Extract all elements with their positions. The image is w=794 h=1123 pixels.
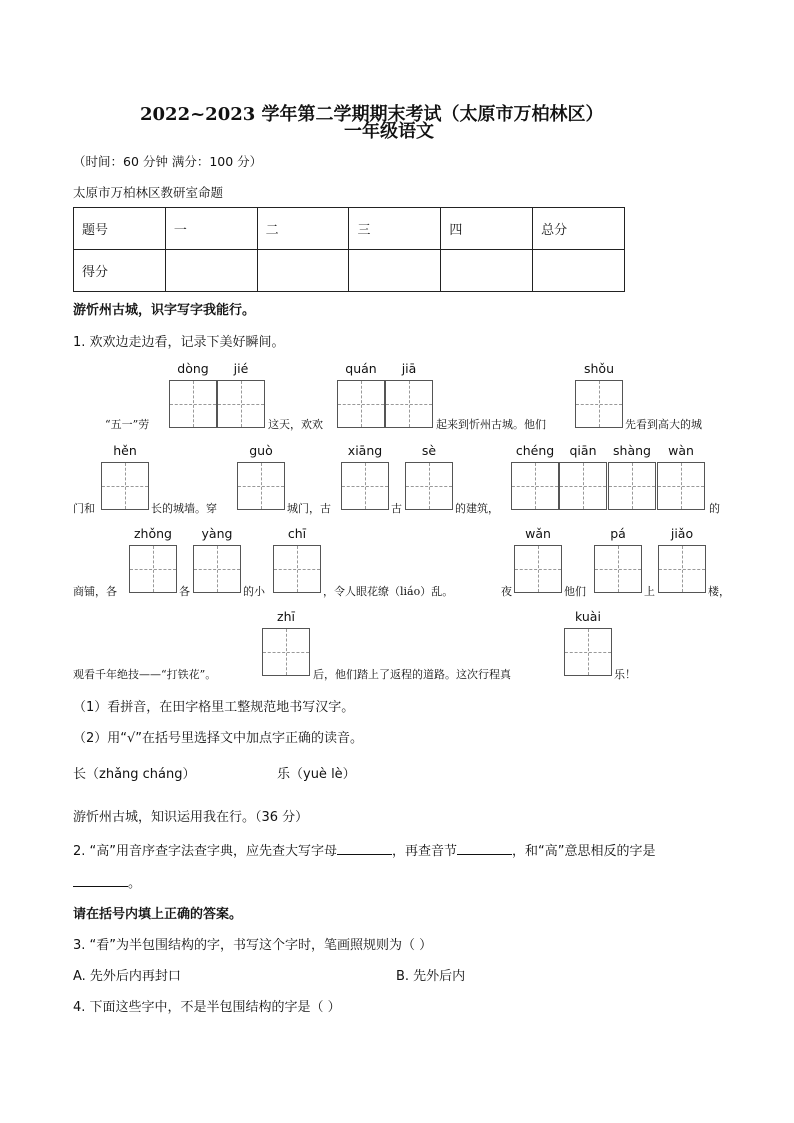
tian-grid-box[interactable] [594,545,642,593]
word-box-group [337,361,434,428]
pinyin-label: pá [610,526,626,541]
author-line: 太原市万柏林区教研室命题 [73,185,224,200]
option-b[interactable]: B. 先外后内 [396,969,466,984]
question-2-cont [73,872,141,891]
word-box-group [564,609,612,676]
score-input-cell[interactable] [441,250,533,292]
table-cell: 题号 [74,208,166,250]
story-text: 古 [391,502,402,515]
question-1-stem: 1. 欢欢边走边看，记录下美好瞬间。 [73,335,285,350]
score-input-cell[interactable] [533,250,625,292]
section1-heading: 游忻州古城，识字写字我能行。 [73,303,256,318]
reading-option-le[interactable]: 乐（yuè lè） [277,767,356,782]
story-text: 后，他们踏上了返程的道路。这次行程真 [313,668,511,681]
pinyin-label: qiān [569,443,597,458]
word-box-group [262,609,310,676]
tian-grid-box[interactable] [575,380,623,428]
word-box-group [169,361,266,428]
tian-grid-box[interactable] [193,545,241,593]
tian-grid-box[interactable] [559,462,607,510]
tian-grid-box[interactable] [101,462,149,510]
table-row [74,208,625,250]
pinyin-label: xiāng [347,443,383,458]
pinyin-label: shàng [613,443,651,458]
tian-grid-box[interactable] [341,462,389,510]
pinyin-label: kuài [575,609,601,624]
time-info: （时间：60 分钟 满分：100 分） [73,154,263,169]
q2-text: 。 [128,876,142,891]
pinyin-label: zhī [277,609,295,624]
question-4: 4. 下面这些字中，不是半包围结构的字是（ ） [73,1000,341,1015]
question-3: 3. “看”为半包围结构的字，书写这个字时，笔画照规则为（ ） [73,938,433,953]
story-text: 的建筑， [455,502,499,515]
table-cell: 三 [349,208,441,250]
story-text: ，令人眼花缭（liáo）乱。 [323,585,454,598]
tian-grid-box[interactable] [337,380,385,428]
table-cell: 一 [165,208,257,250]
tian-grid-box[interactable] [217,380,265,428]
story-text: 乐！ [614,668,636,681]
story-text: 这天，欢欢 [268,418,323,431]
q2-text: ，再查音节 [392,844,458,859]
reading-option-chang[interactable]: 长（zhǎng cháng） [73,767,196,782]
answer-blank-antonym[interactable] [73,874,128,887]
pinyin-label: sè [421,443,437,458]
tian-grid-box[interactable] [262,628,310,676]
exam-subject: 一年级语文 [344,121,434,142]
table-cell: 二 [257,208,349,250]
word-box-group [101,443,149,510]
option-a[interactable]: A. 先外后内再封口 [73,969,181,984]
pinyin-label: dòng [177,361,209,376]
tian-grid-box[interactable] [564,628,612,676]
story-text: 门和 [73,502,95,515]
table-cell: 总分 [533,208,625,250]
story-text: 的小 [243,585,265,598]
story-text: “五一”劳 [105,418,150,431]
pinyin-label: jiā [401,361,417,376]
tian-grid-box[interactable] [129,545,177,593]
pinyin-label: chī [287,526,307,541]
score-input-cell[interactable] [349,250,441,292]
story-text: 起来到忻州古城。他们 [436,418,546,431]
word-box-group [511,443,707,510]
word-box-group [273,526,321,593]
table-row [74,250,625,292]
word-box-group [594,526,642,593]
word-box-group [341,443,389,510]
q2-text: ，和“高”意思相反的字是 [512,844,656,859]
section3-heading: 请在括号内填上正确的答案。 [73,907,243,922]
word-box-group [405,443,453,510]
tian-grid-box[interactable] [608,462,656,510]
pinyin-label: hěn [113,443,137,458]
story-text: 上 [644,585,655,598]
question-2 [73,840,656,859]
pinyin-label: guò [249,443,273,458]
score-table [73,207,625,292]
tian-grid-box[interactable] [658,545,706,593]
story-text: 先看到高大的城 [625,418,702,431]
tian-grid-box[interactable] [385,380,433,428]
word-box-group [575,361,623,428]
score-input-cell[interactable] [165,250,257,292]
pinyin-label: yàng [201,526,233,541]
pinyin-label: zhǒng [134,526,172,541]
word-box-group [514,526,562,593]
tian-grid-box[interactable] [657,462,705,510]
word-box-group [658,526,706,593]
story-text: 商铺，各 [73,585,117,598]
tian-grid-box[interactable] [405,462,453,510]
pinyin-label: jié [233,361,249,376]
pinyin-label: shǒu [583,361,614,376]
story-text: 长的城墙。穿 [151,502,217,515]
instruction-2: （2）用“√”在括号里选择文中加点字正确的读音。 [73,731,364,746]
word-box-group [237,443,285,510]
pinyin-label: jiǎo [670,526,694,541]
tian-grid-box[interactable] [273,545,321,593]
answer-blank-syllable[interactable] [457,842,512,855]
story-text: 各 [179,585,190,598]
story-text: 的 [709,502,720,515]
q2-text: 2. “高”用音序查字法查字典，应先查大写字母 [73,844,338,859]
story-text: 观看千年绝技——“打铁花”。 [73,668,217,681]
tian-grid-box[interactable] [169,380,217,428]
story-text: 他们 [564,585,586,598]
story-text: 夜 [501,585,512,598]
score-input-cell[interactable] [257,250,349,292]
instruction-1: （1）看拼音，在田字格里工整规范地书写汉字。 [73,700,355,715]
table-cell: 四 [441,208,533,250]
pinyin-label: wàn [668,443,694,458]
exam-title: 2022~2023 学年第二学期期末考试（太原市万柏林区） [140,104,604,125]
tian-grid-box[interactable] [511,462,559,510]
pinyin-label: wǎn [525,526,551,541]
section2-heading: 游忻州古城，知识运用我在行。（36 分） [73,810,309,825]
tian-grid-box[interactable] [237,462,285,510]
word-box-group [129,526,177,593]
pinyin-label: quán [345,361,377,376]
story-text: 楼， [708,585,730,598]
table-cell: 得分 [74,250,166,292]
tian-grid-box[interactable] [514,545,562,593]
answer-blank-letter[interactable] [337,842,392,855]
story-text: 城门，古 [287,502,331,515]
word-box-group [193,526,241,593]
pinyin-label: chéng [515,443,555,458]
